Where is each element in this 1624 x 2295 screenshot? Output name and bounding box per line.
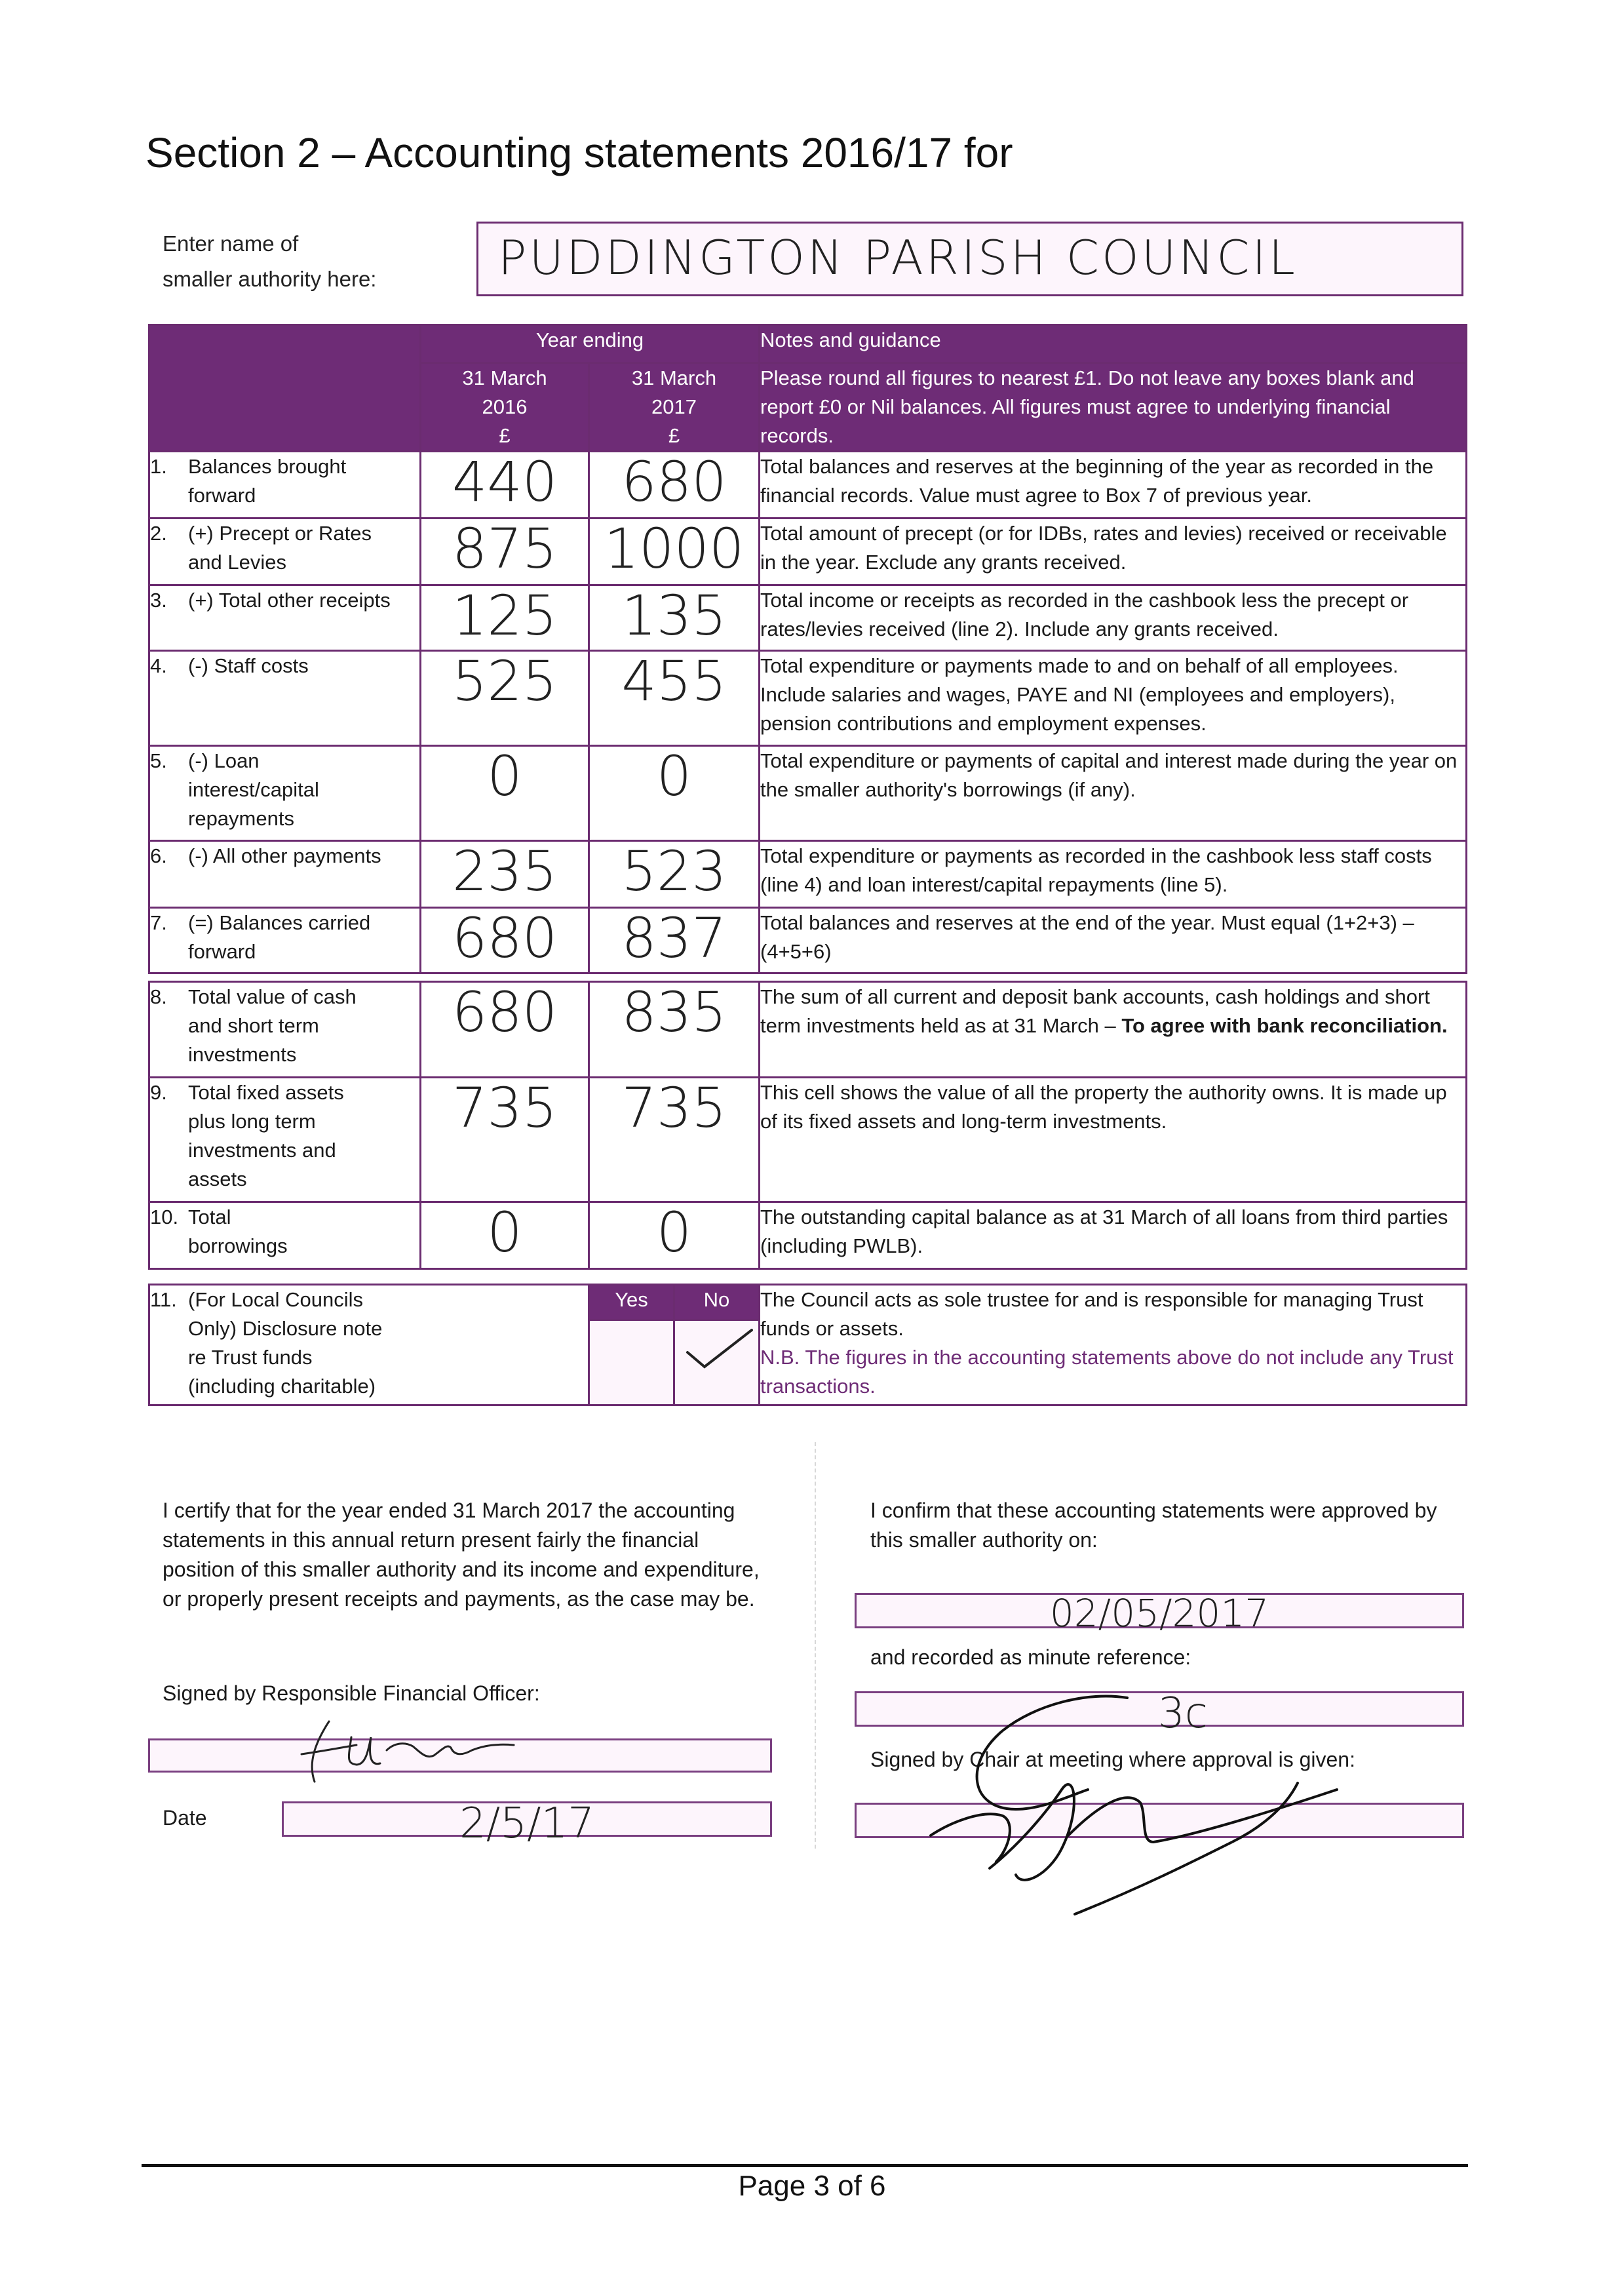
yes-checkbox[interactable] [589,1320,674,1405]
header-col-2017 [589,363,760,452]
row-number: 1. [150,455,167,478]
header-blank [149,325,421,452]
authority-label-line2: smaller authority here: [163,267,377,291]
row-guidance: Total expenditure or payments made to and on behalf of all employees. Include salaries and wages, PAYE and NI (employees and employers), pension contributions and employment expenses. [760,651,1467,746]
table-row [149,651,1467,746]
authority-name-value: PUDDINGTON PARISH COUNCIL [498,230,1298,285]
row-number: 8. [150,985,167,1008]
approval-date-field[interactable] [855,1591,1464,1636]
rfo-certification-text: I certify that for the year ended 31 March 2017 the accounting statements in this annual return present fairly the financial position of this smaller authority and its income and expenditure, or properly present receipts and payments, as the case may be. [163,1499,760,1611]
yes-header: Yes [589,1285,674,1320]
row-label: (-) All other payments [188,844,381,867]
value-2017[interactable]: 1000 [589,519,760,585]
col1-line3: £ [499,424,511,447]
col2-line3: £ [668,424,680,447]
chair-signed-label: Signed by Chair at meeting where approval is given: [870,1748,1355,1771]
row-guidance: Total income or receipts as recorded in the cashbook less the precept or rates/levies received (line 2). Include any grants received. [760,585,1467,651]
header-notes-title: Notes and guidance [760,325,1467,363]
row-number: 4. [150,654,167,677]
rfo-signature-icon [288,1711,524,1796]
authority-label-line1: Enter name of [163,231,299,256]
page-number: Page 3 of 6 [738,2170,886,2202]
guidance-bold: To agree with bank reconciliation. [1121,1014,1448,1037]
col2-line2: 2017 [651,395,697,418]
row-guidance: Total amount of precept (or for IDBs, rates and levies) received or receivable in the year. Exclude any grants received. [760,519,1467,585]
row-number: 11. [150,1288,177,1311]
chair-signature-icon [891,1678,1363,1927]
row-number: 3. [150,589,167,612]
table-row [149,908,1467,973]
no-header: No [674,1285,760,1320]
value-2016[interactable]: 680 [421,982,589,1078]
no-checkbox[interactable] [674,1320,760,1405]
approval-date-value: 02/05/2017 [1049,1591,1269,1636]
value-2016[interactable]: 680 [421,908,589,973]
trust-note: N.B. The figures in the accounting statements above do not include any Trust transactions. [760,1346,1454,1398]
row-label: Total borrowings [188,1206,288,1257]
value-2017[interactable]: 680 [589,452,760,519]
row-guidance: This cell shows the value of all the property the authority owns. It is made up of its fixed assets and long-term investments. [760,1078,1467,1202]
row-number: 10. [150,1206,179,1228]
value-2017[interactable]: 837 [589,908,760,973]
row-label: Total fixed assets plus long term investments and assets [188,1081,344,1190]
value-2017[interactable]: 523 [589,841,760,908]
value-2016[interactable]: 235 [421,841,589,908]
table-row [149,452,1467,519]
value-2016[interactable]: 0 [421,746,589,841]
value-2017[interactable]: 135 [589,585,760,651]
header-year-ending: Year ending [421,325,760,363]
date-label: Date [163,1806,207,1830]
tick-mark-icon [681,1321,753,1373]
value-2016[interactable]: 875 [421,519,589,585]
trust-table [148,1284,1467,1406]
balances-table [148,981,1467,1270]
row-label: Balances brought forward [188,455,347,507]
col2-line1: 31 March [631,366,717,389]
table-row [149,982,1467,1078]
value-2017[interactable]: 835 [589,982,760,1078]
approval-confirmation-text: I confirm that these accounting statements were approved by this smaller authority on: [870,1499,1437,1552]
row-label: (=) Balances carried forward [188,911,371,963]
rfo-date-value: 2/5/17 [459,1799,594,1848]
trust-guidance-text: The Council acts as sole trustee for and is responsible for managing Trust funds or assets. [760,1288,1423,1340]
page-title: Section 2 – Accounting statements 2016/17 for [145,129,1013,176]
row-label: Total value of cash and short term investments [188,985,357,1066]
footer-rule [142,2164,1468,2167]
row-number: 9. [150,1081,167,1104]
accounting-table [148,324,1467,974]
row-guidance: Total expenditure or payments of capital and interest made during the year on the smaller authority's borrowings (if any). [760,746,1467,841]
row-guidance: Total balances and reserves at the end of the year. Must equal (1+2+3) – (4+5+6) [760,908,1467,973]
table-row [149,1202,1467,1269]
row-label: (-) Loan interest/capital repayments [188,749,319,830]
value-2016[interactable]: 0 [421,1202,589,1269]
value-2016[interactable]: 525 [421,651,589,746]
value-2016[interactable]: 125 [421,585,589,651]
row-label: (-) Staff costs [188,654,309,677]
row-guidance: Total expenditure or payments as recorded in the cashbook less staff costs (line 4) and loan interest/capital repayments (line 5). [760,841,1467,908]
column-divider [815,1442,816,1849]
header-col-2016 [421,363,589,452]
rfo-date-field[interactable] [282,1799,772,1848]
header-notes-text: Please round all figures to nearest £1. Do not leave any boxes blank and report £0 or Nil balances. All figures must agree to underlying financial records. [760,363,1467,452]
col1-line1: 31 March [462,366,547,389]
value-2016[interactable]: 735 [421,1078,589,1202]
value-2017[interactable]: 735 [589,1078,760,1202]
authority-name-label [163,226,376,297]
guidance-text: The sum of all current and deposit bank accounts, cash holdings and short term investments held as at 31 March – [760,985,1430,1037]
minute-reference-label: and recorded as minute reference: [870,1645,1191,1669]
row-guidance: Total balances and reserves at the beginning of the year as recorded in the financial records. Value must agree to Box 7 of previous year. [760,452,1467,519]
row-label: (For Local Councils Only) Disclosure note re Trust funds (including charitable) [188,1288,383,1398]
row-number: 2. [150,522,167,545]
table-row [149,519,1467,585]
table-row [149,841,1467,908]
minute-reference-value: 3c [1158,1689,1208,1738]
table-row [149,746,1467,841]
row-guidance: The outstanding capital balance as at 31 March of all loans from third parties (including PWLB). [760,1202,1467,1269]
trust-label-cell [149,1285,589,1405]
value-2017[interactable]: 455 [589,651,760,746]
value-2016[interactable]: 440 [421,452,589,519]
row-number: 6. [150,844,167,867]
value-2017[interactable]: 0 [589,1202,760,1269]
row-label: (+) Total other receipts [188,589,391,612]
row-label: (+) Precept or Rates and Levies [188,522,372,574]
authority-name-field[interactable] [476,222,1463,296]
row-number: 5. [150,749,167,772]
value-2017[interactable]: 0 [589,746,760,841]
row-guidance [760,982,1467,1078]
table-row [149,1078,1467,1202]
col1-line2: 2016 [482,395,528,418]
table-row [149,585,1467,651]
rfo-signed-label: Signed by Responsible Financial Officer: [163,1681,540,1705]
trust-guidance [760,1285,1467,1405]
row-number: 7. [150,911,167,934]
